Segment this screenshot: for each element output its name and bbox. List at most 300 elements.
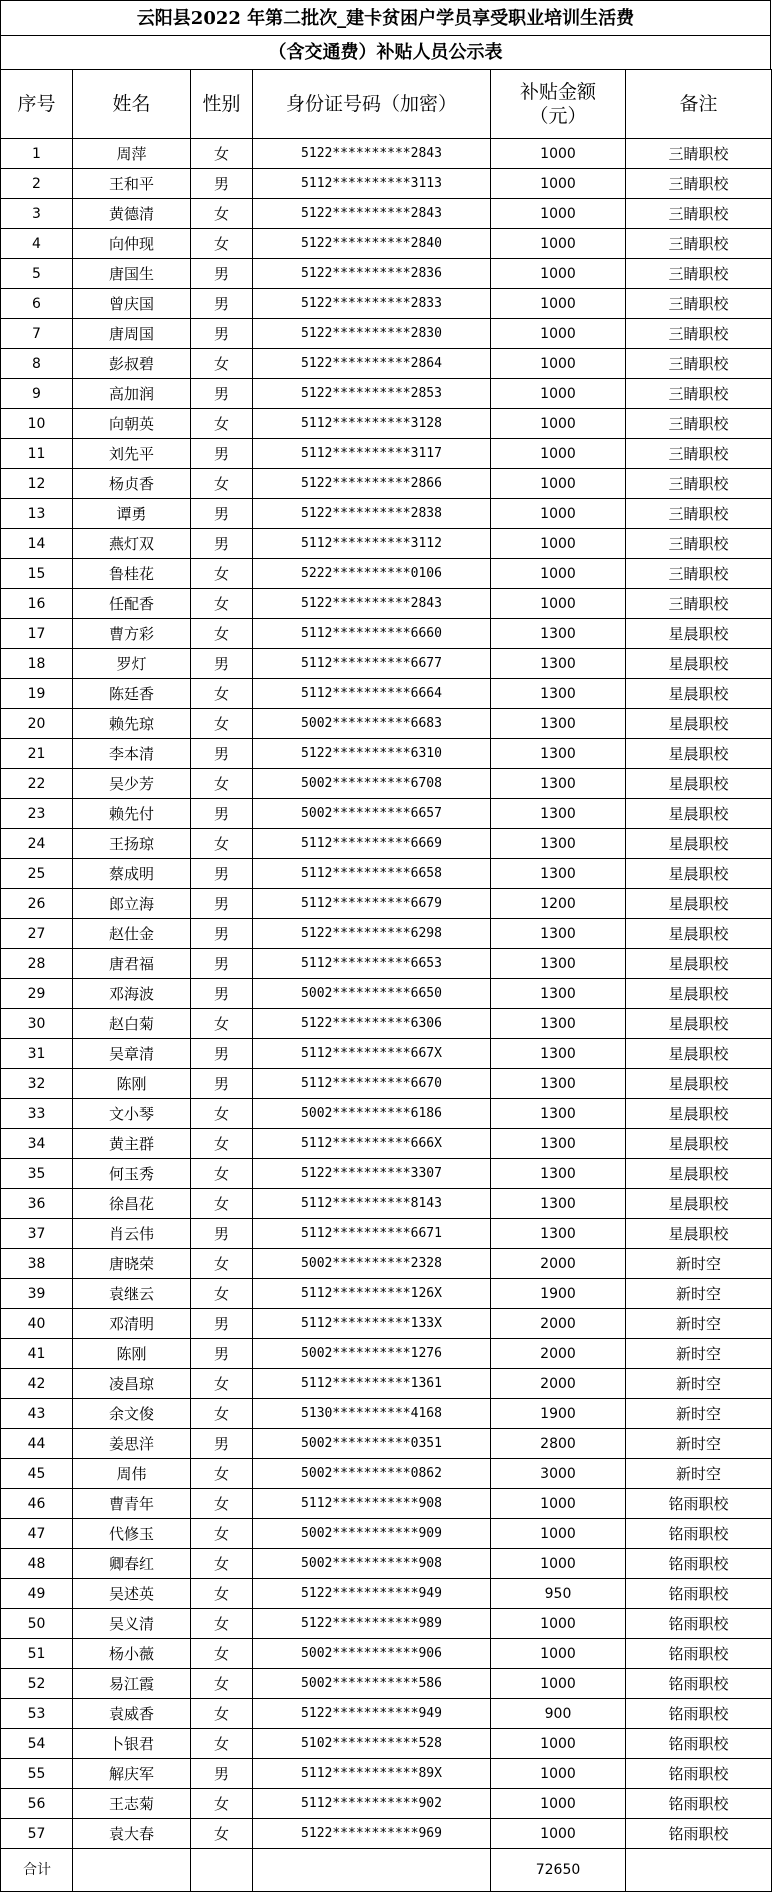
cell-id-number: 5112**********3113 xyxy=(253,169,491,199)
cell-name: 代修玉 xyxy=(73,1519,191,1549)
column-header-name: 姓名 xyxy=(73,70,191,139)
cell-name: 唐君福 xyxy=(73,949,191,979)
table-row xyxy=(1,829,772,859)
cell-name: 刘先平 xyxy=(73,439,191,469)
cell-gender: 男 xyxy=(191,1219,253,1249)
table-row xyxy=(1,259,772,289)
cell-note: 星晨职校 xyxy=(626,1129,772,1159)
cell-index: 26 xyxy=(1,889,73,919)
cell-name: 唐国生 xyxy=(73,259,191,289)
cell-amount: 1300 xyxy=(491,1189,626,1219)
cell-amount: 1300 xyxy=(491,829,626,859)
cell-id-number: 5112***********908 xyxy=(253,1489,491,1519)
table-row xyxy=(1,499,772,529)
cell-index: 20 xyxy=(1,709,73,739)
cell-id-number: 5112**********6653 xyxy=(253,949,491,979)
cell-gender: 女 xyxy=(191,1159,253,1189)
cell-name: 任配香 xyxy=(73,589,191,619)
table-row xyxy=(1,769,772,799)
cell-index: 46 xyxy=(1,1489,73,1519)
cell-index: 23 xyxy=(1,799,73,829)
table-row xyxy=(1,379,772,409)
table-row xyxy=(1,559,772,589)
cell-id-number: 5002**********2328 xyxy=(253,1249,491,1279)
cell-gender: 女 xyxy=(191,589,253,619)
table-row xyxy=(1,1579,772,1609)
cell-amount: 1000 xyxy=(491,169,626,199)
cell-note: 星晨职校 xyxy=(626,1039,772,1069)
cell-note: 星晨职校 xyxy=(626,709,772,739)
cell-amount: 1300 xyxy=(491,979,626,1009)
cell-amount: 900 xyxy=(491,1699,626,1729)
cell-id-number: 5112**********133X xyxy=(253,1309,491,1339)
cell-gender: 男 xyxy=(191,889,253,919)
column-header-id: 身份证号码（加密） xyxy=(253,70,491,139)
cell-amount: 1000 xyxy=(491,529,626,559)
cell-name: 罗灯 xyxy=(73,649,191,679)
cell-gender: 男 xyxy=(191,949,253,979)
cell-name: 高加润 xyxy=(73,379,191,409)
cell-name: 袁大春 xyxy=(73,1819,191,1849)
cell-name: 陈刚 xyxy=(73,1069,191,1099)
cell-note: 铭雨职校 xyxy=(626,1789,772,1819)
cell-note: 三睛职校 xyxy=(626,319,772,349)
cell-index: 6 xyxy=(1,289,73,319)
table-row xyxy=(1,1099,772,1129)
cell-index: 32 xyxy=(1,1069,73,1099)
cell-index: 57 xyxy=(1,1819,73,1849)
cell-note: 三睛职校 xyxy=(626,499,772,529)
cell-index: 41 xyxy=(1,1339,73,1369)
cell-name: 唐周国 xyxy=(73,319,191,349)
table-row xyxy=(1,1609,772,1639)
cell-name: 谭勇 xyxy=(73,499,191,529)
table-row xyxy=(1,199,772,229)
cell-index: 44 xyxy=(1,1429,73,1459)
cell-id-number: 5002***********909 xyxy=(253,1519,491,1549)
cell-gender: 男 xyxy=(191,1339,253,1369)
cell-note: 星晨职校 xyxy=(626,739,772,769)
cell-note: 新时空 xyxy=(626,1369,772,1399)
cell-note: 铭雨职校 xyxy=(626,1609,772,1639)
amount-header-line1: 补贴金额 xyxy=(519,81,596,103)
cell-note: 新时空 xyxy=(626,1399,772,1429)
table-row xyxy=(1,289,772,319)
cell-gender: 男 xyxy=(191,1429,253,1459)
cell-amount: 1000 xyxy=(491,1669,626,1699)
cell-amount: 2000 xyxy=(491,1309,626,1339)
cell-name: 吴章清 xyxy=(73,1039,191,1069)
cell-note: 星晨职校 xyxy=(626,1159,772,1189)
cell-note: 三睛职校 xyxy=(626,169,772,199)
table-row xyxy=(1,949,772,979)
cell-amount: 1000 xyxy=(491,439,626,469)
cell-note: 三睛职校 xyxy=(626,199,772,229)
cell-index: 16 xyxy=(1,589,73,619)
cell-index: 9 xyxy=(1,379,73,409)
cell-index: 35 xyxy=(1,1159,73,1189)
cell-id-number: 5112**********6660 xyxy=(253,619,491,649)
cell-id-number: 5112**********6664 xyxy=(253,679,491,709)
cell-note: 铭雨职校 xyxy=(626,1549,772,1579)
cell-index: 39 xyxy=(1,1279,73,1309)
cell-index: 48 xyxy=(1,1549,73,1579)
cell-id-number: 5122**********6298 xyxy=(253,919,491,949)
cell-gender: 女 xyxy=(191,1399,253,1429)
cell-index: 10 xyxy=(1,409,73,439)
cell-id-number: 5112**********6670 xyxy=(253,1069,491,1099)
cell-amount: 1000 xyxy=(491,1729,626,1759)
table-row xyxy=(1,1429,772,1459)
cell-amount: 1000 xyxy=(491,259,626,289)
cell-gender: 女 xyxy=(191,769,253,799)
cell-note: 星晨职校 xyxy=(626,649,772,679)
cell-gender: 女 xyxy=(191,1249,253,1279)
cell-note: 铭雨职校 xyxy=(626,1639,772,1669)
cell-index: 52 xyxy=(1,1669,73,1699)
cell-name: 赵仕金 xyxy=(73,919,191,949)
cell-gender: 女 xyxy=(191,1489,253,1519)
table-row xyxy=(1,799,772,829)
cell-name: 黄德清 xyxy=(73,199,191,229)
cell-name: 赵白菊 xyxy=(73,1009,191,1039)
cell-gender: 男 xyxy=(191,649,253,679)
cell-id-number: 5002***********906 xyxy=(253,1639,491,1669)
table-row xyxy=(1,1369,772,1399)
cell-index: 38 xyxy=(1,1249,73,1279)
cell-id-number: 5122**********2838 xyxy=(253,499,491,529)
amount-header-line2: （元） xyxy=(529,105,587,127)
cell-id-number: 5122**********2830 xyxy=(253,319,491,349)
table-row xyxy=(1,1519,772,1549)
cell-gender: 男 xyxy=(191,1039,253,1069)
cell-amount: 1000 xyxy=(491,139,626,169)
cell-id-number: 5002***********908 xyxy=(253,1549,491,1579)
cell-name: 曹方彩 xyxy=(73,619,191,649)
column-header-amount xyxy=(491,70,626,139)
cell-amount: 1300 xyxy=(491,739,626,769)
cell-amount: 1000 xyxy=(491,289,626,319)
cell-index: 29 xyxy=(1,979,73,1009)
cell-name: 邓海波 xyxy=(73,979,191,1009)
cell-name: 何玉秀 xyxy=(73,1159,191,1189)
cell-gender: 女 xyxy=(191,229,253,259)
cell-note: 三睛职校 xyxy=(626,289,772,319)
cell-note: 铭雨职校 xyxy=(626,1759,772,1789)
cell-note: 三睛职校 xyxy=(626,259,772,289)
cell-id-number: 5002**********6657 xyxy=(253,799,491,829)
cell-id-number: 5112**********6671 xyxy=(253,1219,491,1249)
cell-gender: 男 xyxy=(191,1309,253,1339)
cell-name: 彭叔碧 xyxy=(73,349,191,379)
table-row xyxy=(1,1279,772,1309)
cell-id-number: 5122**********2840 xyxy=(253,229,491,259)
cell-id-number: 5122**********6310 xyxy=(253,739,491,769)
table-row xyxy=(1,619,772,649)
cell-note: 星晨职校 xyxy=(626,829,772,859)
cell-index: 51 xyxy=(1,1639,73,1669)
cell-amount: 1000 xyxy=(491,1609,626,1639)
cell-gender: 男 xyxy=(191,259,253,289)
cell-amount: 1300 xyxy=(491,619,626,649)
cell-note: 新时空 xyxy=(626,1279,772,1309)
table-row xyxy=(1,979,772,1009)
cell-gender: 女 xyxy=(191,1129,253,1159)
cell-gender: 男 xyxy=(191,1069,253,1099)
cell-index: 8 xyxy=(1,349,73,379)
cell-note: 三睛职校 xyxy=(626,229,772,259)
table-row xyxy=(1,1639,772,1669)
cell-index: 4 xyxy=(1,229,73,259)
cell-name: 蔡成明 xyxy=(73,859,191,889)
cell-index: 55 xyxy=(1,1759,73,1789)
cell-index: 25 xyxy=(1,859,73,889)
cell-gender: 女 xyxy=(191,1189,253,1219)
table-row xyxy=(1,529,772,559)
cell-amount: 2000 xyxy=(491,1339,626,1369)
cell-note: 星晨职校 xyxy=(626,1009,772,1039)
cell-name: 曾庆国 xyxy=(73,289,191,319)
cell-gender: 女 xyxy=(191,1009,253,1039)
cell-index: 24 xyxy=(1,829,73,859)
cell-note: 星晨职校 xyxy=(626,919,772,949)
cell-id-number: 5112**********3117 xyxy=(253,439,491,469)
cell-amount: 1300 xyxy=(491,799,626,829)
cell-name: 燕灯双 xyxy=(73,529,191,559)
cell-gender: 女 xyxy=(191,349,253,379)
cell-index: 15 xyxy=(1,559,73,589)
table-row xyxy=(1,439,772,469)
cell-index: 37 xyxy=(1,1219,73,1249)
cell-id-number: 5122***********949 xyxy=(253,1579,491,1609)
cell-id-number: 5112**********3128 xyxy=(253,409,491,439)
cell-note: 星晨职校 xyxy=(626,1069,772,1099)
cell-note: 三睛职校 xyxy=(626,139,772,169)
cell-note: 铭雨职校 xyxy=(626,1699,772,1729)
cell-note: 三睛职校 xyxy=(626,589,772,619)
table-row xyxy=(1,1489,772,1519)
cell-id-number: 5002**********1276 xyxy=(253,1339,491,1369)
cell-name: 杨小薇 xyxy=(73,1639,191,1669)
table-row xyxy=(1,409,772,439)
cell-amount: 1300 xyxy=(491,709,626,739)
cell-gender: 男 xyxy=(191,319,253,349)
cell-index: 2 xyxy=(1,169,73,199)
document-subtitle: （含交通费）补贴人员公示表 xyxy=(0,35,771,69)
cell-amount: 1300 xyxy=(491,1129,626,1159)
cell-gender: 女 xyxy=(191,1369,253,1399)
cell-index: 49 xyxy=(1,1579,73,1609)
cell-name: 吴义清 xyxy=(73,1609,191,1639)
column-header-index: 序号 xyxy=(1,70,73,139)
table-row xyxy=(1,469,772,499)
cell-name: 向仲现 xyxy=(73,229,191,259)
cell-id-number: 5122**********2866 xyxy=(253,469,491,499)
cell-name: 易江霞 xyxy=(73,1669,191,1699)
cell-amount: 1900 xyxy=(491,1399,626,1429)
cell-amount: 1300 xyxy=(491,1099,626,1129)
table-row xyxy=(1,1699,772,1729)
cell-name: 郎立海 xyxy=(73,889,191,919)
cell-amount: 1000 xyxy=(491,349,626,379)
cell-gender: 男 xyxy=(191,739,253,769)
cell-index: 42 xyxy=(1,1369,73,1399)
cell-gender: 女 xyxy=(191,1279,253,1309)
table-row xyxy=(1,229,772,259)
cell-note: 星晨职校 xyxy=(626,1219,772,1249)
cell-id-number: 5112**********1361 xyxy=(253,1369,491,1399)
cell-id-number: 5122**********2833 xyxy=(253,289,491,319)
table-row xyxy=(1,1249,772,1279)
cell-gender: 女 xyxy=(191,1519,253,1549)
cell-id-number: 5112***********89X xyxy=(253,1759,491,1789)
table-row xyxy=(1,1339,772,1369)
cell-name: 卜银君 xyxy=(73,1729,191,1759)
cell-name: 解庆军 xyxy=(73,1759,191,1789)
cell-note: 三睛职校 xyxy=(626,379,772,409)
cell-amount: 1300 xyxy=(491,859,626,889)
cell-id-number: 5112**********667X xyxy=(253,1039,491,1069)
cell-amount: 1900 xyxy=(491,1279,626,1309)
cell-name: 赖先付 xyxy=(73,799,191,829)
cell-id-number: 5112**********6677 xyxy=(253,649,491,679)
cell-index: 27 xyxy=(1,919,73,949)
cell-note: 三睛职校 xyxy=(626,349,772,379)
cell-amount: 1000 xyxy=(491,1819,626,1849)
cell-gender: 女 xyxy=(191,1459,253,1489)
cell-id-number: 5122***********969 xyxy=(253,1819,491,1849)
cell-id-number: 5122**********6306 xyxy=(253,1009,491,1039)
cell-id-number: 5112**********6669 xyxy=(253,829,491,859)
cell-index: 7 xyxy=(1,319,73,349)
table-row xyxy=(1,319,772,349)
cell-amount: 1300 xyxy=(491,1069,626,1099)
cell-amount: 1300 xyxy=(491,1039,626,1069)
table-row xyxy=(1,589,772,619)
cell-id-number: 5130**********4168 xyxy=(253,1399,491,1429)
cell-index: 13 xyxy=(1,499,73,529)
cell-amount: 2000 xyxy=(491,1249,626,1279)
cell-index: 18 xyxy=(1,649,73,679)
table-row xyxy=(1,1219,772,1249)
cell-gender: 男 xyxy=(191,799,253,829)
cell-name: 徐昌花 xyxy=(73,1189,191,1219)
cell-id-number: 5112***********902 xyxy=(253,1789,491,1819)
cell-gender: 男 xyxy=(191,919,253,949)
cell-id-number: 5112**********8143 xyxy=(253,1189,491,1219)
total-amount: 72650 xyxy=(491,1849,626,1892)
cell-amount: 1000 xyxy=(491,1549,626,1579)
cell-id-number: 5112**********6679 xyxy=(253,889,491,919)
cell-gender: 女 xyxy=(191,409,253,439)
cell-note: 新时空 xyxy=(626,1339,772,1369)
cell-index: 28 xyxy=(1,949,73,979)
cell-gender: 女 xyxy=(191,1639,253,1669)
cell-amount: 1000 xyxy=(491,1759,626,1789)
cell-note: 新时空 xyxy=(626,1459,772,1489)
cell-id-number: 5222**********0106 xyxy=(253,559,491,589)
cell-name: 袁威香 xyxy=(73,1699,191,1729)
table-row xyxy=(1,1789,772,1819)
cell-index: 45 xyxy=(1,1459,73,1489)
cell-amount: 1000 xyxy=(491,1519,626,1549)
cell-note: 新时空 xyxy=(626,1249,772,1279)
cell-gender: 男 xyxy=(191,499,253,529)
cell-gender: 男 xyxy=(191,1759,253,1789)
cell-name: 向朝英 xyxy=(73,409,191,439)
cell-id-number: 5122***********989 xyxy=(253,1609,491,1639)
table-row xyxy=(1,1549,772,1579)
cell-id-number: 5112**********3112 xyxy=(253,529,491,559)
cell-name: 凌昌琼 xyxy=(73,1369,191,1399)
cell-name: 鲁桂花 xyxy=(73,559,191,589)
cell-note: 三睛职校 xyxy=(626,409,772,439)
cell-name: 肖云伟 xyxy=(73,1219,191,1249)
cell-index: 22 xyxy=(1,769,73,799)
cell-index: 40 xyxy=(1,1309,73,1339)
table-row xyxy=(1,169,772,199)
table-row xyxy=(1,679,772,709)
cell-gender: 男 xyxy=(191,529,253,559)
cell-name: 曹青年 xyxy=(73,1489,191,1519)
cell-gender: 女 xyxy=(191,1669,253,1699)
cell-note: 星晨职校 xyxy=(626,769,772,799)
cell-id-number: 5002**********6186 xyxy=(253,1099,491,1129)
cell-index: 21 xyxy=(1,739,73,769)
table-row xyxy=(1,139,772,169)
cell-amount: 1200 xyxy=(491,889,626,919)
cell-amount: 1000 xyxy=(491,589,626,619)
total-row xyxy=(1,1849,772,1892)
table-row xyxy=(1,709,772,739)
table-row xyxy=(1,349,772,379)
table-row xyxy=(1,1729,772,1759)
cell-name: 袁继云 xyxy=(73,1279,191,1309)
cell-index: 19 xyxy=(1,679,73,709)
cell-note: 星晨职校 xyxy=(626,1099,772,1129)
cell-name: 文小琴 xyxy=(73,1099,191,1129)
cell-id-number: 5122**********2864 xyxy=(253,349,491,379)
cell-name: 王志菊 xyxy=(73,1789,191,1819)
cell-amount: 2800 xyxy=(491,1429,626,1459)
cell-amount: 1300 xyxy=(491,1009,626,1039)
table-row xyxy=(1,1759,772,1789)
cell-note: 铭雨职校 xyxy=(626,1579,772,1609)
cell-note: 三睛职校 xyxy=(626,559,772,589)
table-row xyxy=(1,1459,772,1489)
table-row xyxy=(1,1159,772,1189)
table-row xyxy=(1,1069,772,1099)
table-row xyxy=(1,1129,772,1159)
cell-gender: 女 xyxy=(191,1609,253,1639)
cell-name: 卿春红 xyxy=(73,1549,191,1579)
cell-id-number: 5002**********6708 xyxy=(253,769,491,799)
cell-gender: 男 xyxy=(191,439,253,469)
cell-name: 黄主群 xyxy=(73,1129,191,1159)
table-row xyxy=(1,889,772,919)
cell-note: 星晨职校 xyxy=(626,799,772,829)
cell-note: 新时空 xyxy=(626,1429,772,1459)
cell-id-number: 5002**********6650 xyxy=(253,979,491,1009)
cell-id-number: 5122**********2853 xyxy=(253,379,491,409)
cell-index: 11 xyxy=(1,439,73,469)
cell-id-number: 5112**********666X xyxy=(253,1129,491,1159)
cell-id-number: 5002**********6683 xyxy=(253,709,491,739)
cell-gender: 女 xyxy=(191,1789,253,1819)
table-header-row xyxy=(1,70,772,139)
cell-name: 周伟 xyxy=(73,1459,191,1489)
cell-index: 53 xyxy=(1,1699,73,1729)
